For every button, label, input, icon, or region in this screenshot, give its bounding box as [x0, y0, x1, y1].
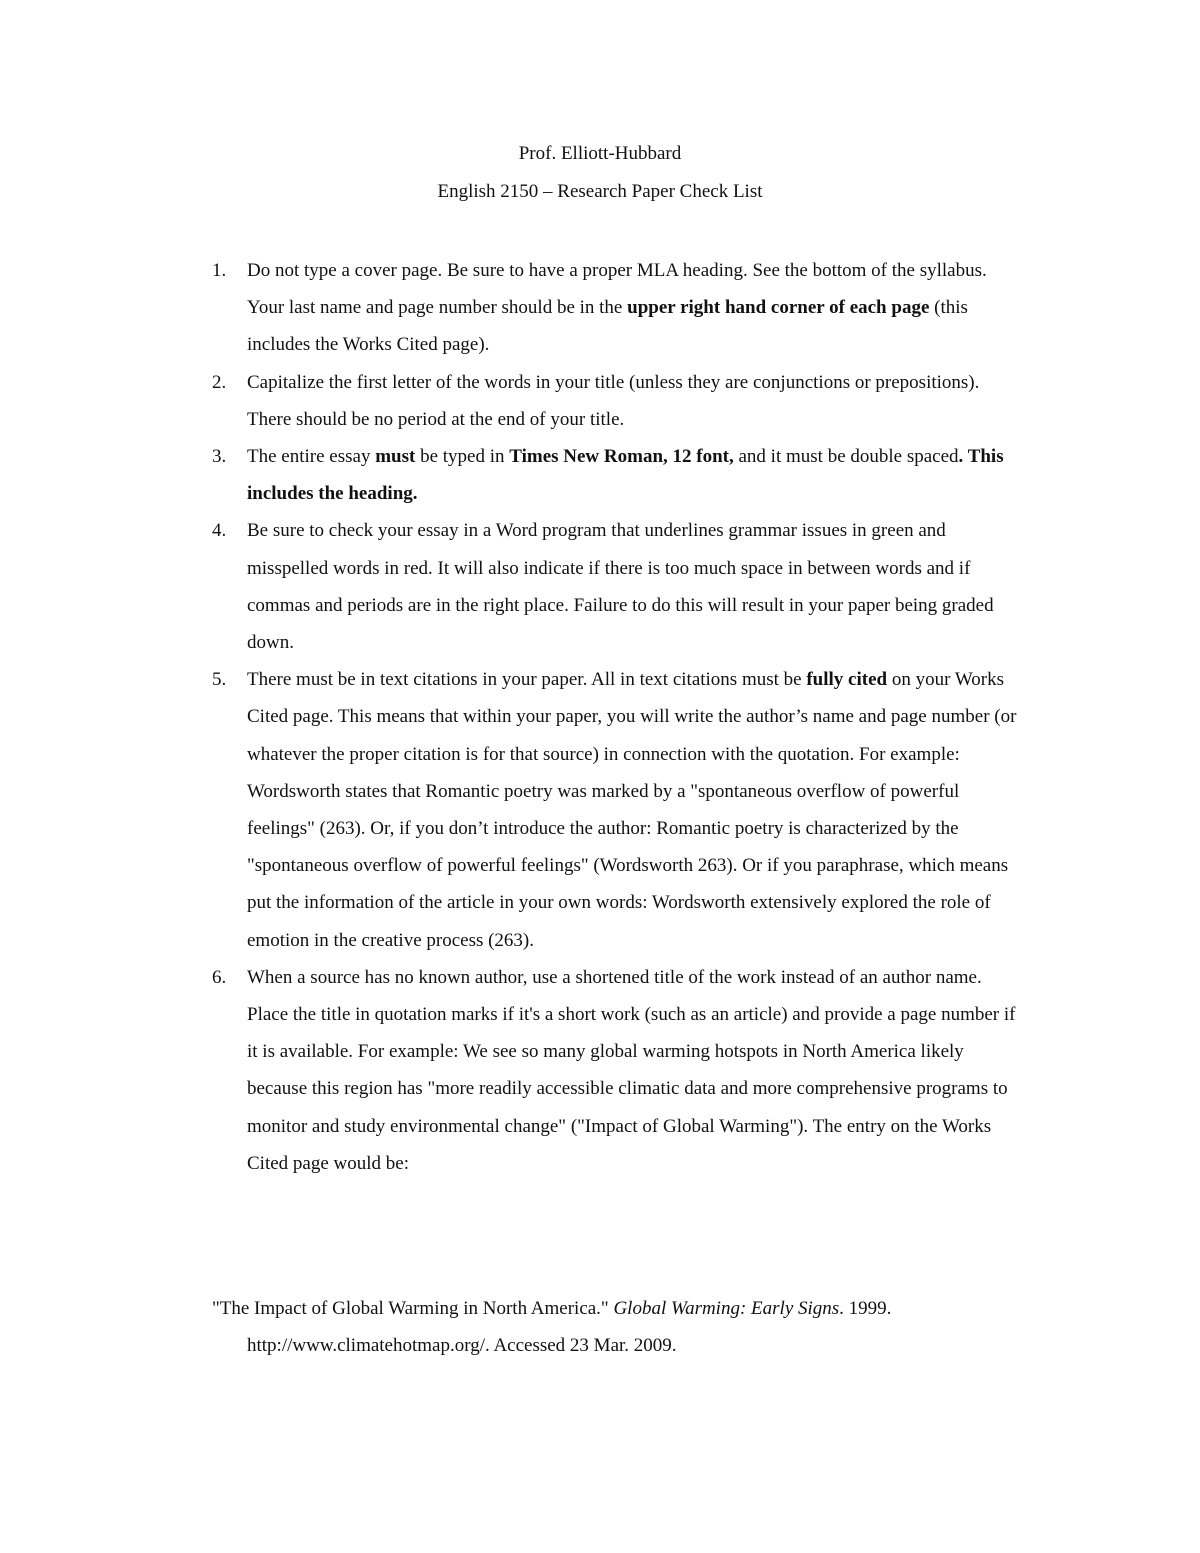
checklist-item-1 [212, 252, 1027, 364]
item-number: 4. [212, 520, 227, 542]
item-text: When a source has no known author, use a shortened title of the work instead of an author name. Place the title in quotation marks if it's a short work (such as an article) and provide a page number if it is available. For example: We see so many global warming hotspots in North America likely because this region has "more readily accessible climatic data and more comprehensive programs to monitor and study environmental change" ("Impact of Global Warming"). The entry on the Works Cited page would be: [247, 966, 1016, 1174]
citation-details: . 1999. http://www.climatehotmap.org/. Accessed 23 Mar. 2009. [247, 1298, 892, 1357]
item-number: 1. [212, 260, 227, 281]
item-text: be typed in [415, 446, 510, 468]
item-text: Be sure to check your essay in a Word program that underlines grammar issues in green and misspelled words in red. It will also indicate if there is too much space in between words and if commas and periods are in the right place. Failure to do this will result in your paper being graded down. [247, 520, 994, 654]
item-text: on your Works Cited page. This means that within your paper, you will write the author’s name and page number (or whatever the proper citation is for that source) in connection with the quotation. For example: Wordsworth states that Romantic poetry was marked by a "spontaneous overflow of powerful feelings" (263). Or, if you don’t introduce the author: Romantic poetry is characterized by the "spontaneous overflow of powerful feelings" (Wordsworth 263). Or if you paraphrase, which means put the information of the article in your own words: Wordsworth extensively explored the role of emotion in the creative process (263). [247, 669, 1017, 951]
checklist-item-4 [212, 512, 1027, 661]
checklist [212, 252, 1027, 1182]
item-text-bold: . This includes the heading. [247, 446, 1004, 505]
item-text: Capitalize the first letter of the words in your title (unless they are conjunctions or prepositions). There should be no period at the end of your title. [247, 371, 980, 430]
checklist-item-3 [212, 438, 1027, 512]
item-text: (this includes the Works Cited page). [247, 297, 968, 356]
item-text-bold: Times New Roman, 12 font, [509, 446, 734, 468]
citation-source: Global Warming: Early Signs [613, 1298, 840, 1319]
checklist-item-2 [212, 364, 1027, 438]
item-text-bold: fully cited [806, 669, 888, 691]
checklist-item-6 [212, 959, 1027, 1182]
checklist-item-5 [212, 661, 1027, 959]
item-number: 3. [212, 446, 227, 468]
citation-title: "The Impact of Global Warming in North America." [212, 1298, 614, 1319]
item-text: There must be in text citations in your paper. All in text citations must be [247, 669, 807, 691]
works-cited-entry [212, 1290, 1047, 1364]
item-text: The entire essay [247, 446, 376, 468]
document-title: English 2150 – Research Paper Check List [437, 181, 763, 202]
item-number: 6. [212, 966, 227, 988]
item-text: Do not type a cover page. Be sure to have a proper MLA heading. See the bottom of the syllabus. Your last name and page number should be in the [247, 260, 987, 319]
item-number: 5. [212, 669, 227, 691]
item-text-bold: upper right hand corner of each page [627, 297, 930, 319]
instructor-name: Prof. Elliott-Hubbard [518, 143, 682, 164]
item-text-bold: must [375, 446, 416, 468]
item-number: 2. [212, 371, 227, 393]
item-text: and it must be double spaced [733, 446, 959, 468]
